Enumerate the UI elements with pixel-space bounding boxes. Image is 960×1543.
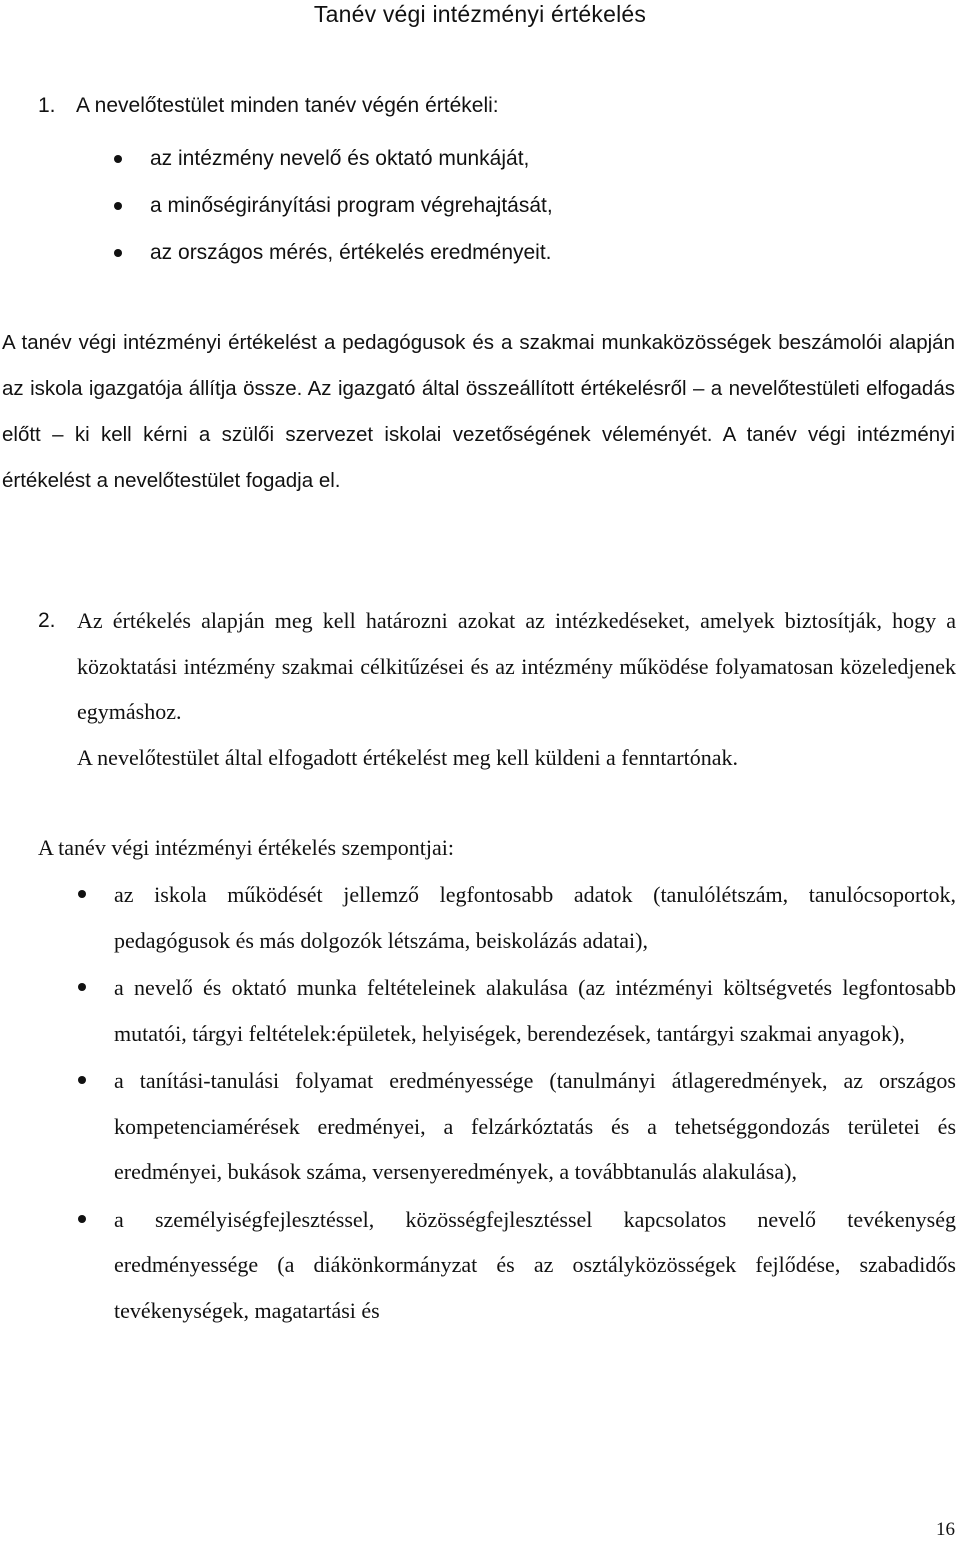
list-item-text: a minőségirányítási program végrehajtását, bbox=[150, 194, 553, 217]
list-item-text: a nevelő és oktató munka feltételeinek alakulása (az intézményi költségvetés legfontosabb mutatói, tárgyi feltételek:épületek, helyiségek, berendezések, tantárgyi szakmai anyagok), bbox=[114, 975, 956, 1046]
list-item bbox=[0, 141, 960, 188]
criteria-bullet-list bbox=[0, 872, 960, 1335]
section-2-text: Az értékelés alapján meg kell határozni azokat az intézkedéseket, amelyek biztosítják, hogy a közoktatási intézmény szakmai célkitűzései és az intézmény működése folyamatosan közeledjenek egymáshoz. bbox=[77, 608, 956, 724]
section-1-number: 1. bbox=[38, 94, 56, 117]
section-1-bullet-list bbox=[0, 141, 960, 282]
section-2 bbox=[38, 598, 956, 780]
criteria-heading: A tanév végi intézményi értékelés szempontjai: bbox=[38, 835, 455, 860]
list-item bbox=[0, 235, 960, 282]
list-item-text: az országos mérés, értékelés eredményeit. bbox=[150, 241, 552, 264]
list-item-text: az iskola működését jellemző legfontosabb adatok (tanulólétszám, tanulócsoportok, pedagógusok és más dolgozók létszáma, beiskolázás adatai), bbox=[114, 882, 956, 953]
list-item-text: a tanítási-tanulási folyamat eredményessége (tanulmányi átlageredmények, az országos kompetenciamérések eredményei, a felzárkóztatás és a tehetséggondozás területei és eredményei, bukások száma, versenyeredmények, a továbbtanulás alakulása), bbox=[114, 1068, 956, 1184]
page-number: 16 bbox=[936, 1519, 955, 1540]
list-item-text: a személyiségfejlesztéssel, közösségfejlesztéssel kapcsolatos nevelő tevékenység eredményessége (a diákönkormányzat és az osztályközösségek fejlődése, szabadidős tevékenységek, magatartási és bbox=[114, 1206, 956, 1323]
list-item bbox=[0, 1058, 960, 1195]
section-1-intro-text: A nevelőtestület minden tanév végén értékeli: bbox=[76, 94, 499, 117]
bullet-icon bbox=[114, 249, 122, 257]
list-item bbox=[0, 872, 960, 963]
bullet-icon bbox=[78, 890, 86, 898]
bullet-icon bbox=[78, 1076, 86, 1084]
list-item bbox=[0, 1197, 960, 1334]
evaluation-paragraph: A tanév végi intézményi értékelést a pedagógusok és a szakmai munkaközösségek beszámolói alapján az iskola igazgatója állítja össze. Az igazgató által összeállított értékelésről – a nevelőtestületi elfogadás előtt – ki kell kérni a szülői szervezet iskolai vezetőségének véleményét. A tanév végi intézményi értékelést a nevelőtestület fogadja el. bbox=[2, 331, 955, 492]
bullet-icon bbox=[114, 155, 122, 163]
section-2-extra-text: A nevelőtestület által elfogadott értékelést meg kell küldeni a fenntartónak. bbox=[77, 744, 738, 770]
list-item-text: az intézmény nevelő és oktató munkáját, bbox=[150, 147, 530, 170]
list-item bbox=[0, 965, 960, 1056]
bullet-icon bbox=[78, 1215, 86, 1223]
bullet-icon bbox=[78, 983, 86, 991]
section-1-intro bbox=[38, 92, 499, 120]
section-2-number: 2. bbox=[38, 609, 56, 632]
list-item bbox=[0, 188, 960, 235]
bullet-icon bbox=[114, 202, 122, 210]
page-title: Tanév végi intézményi értékelés bbox=[313, 1, 647, 27]
